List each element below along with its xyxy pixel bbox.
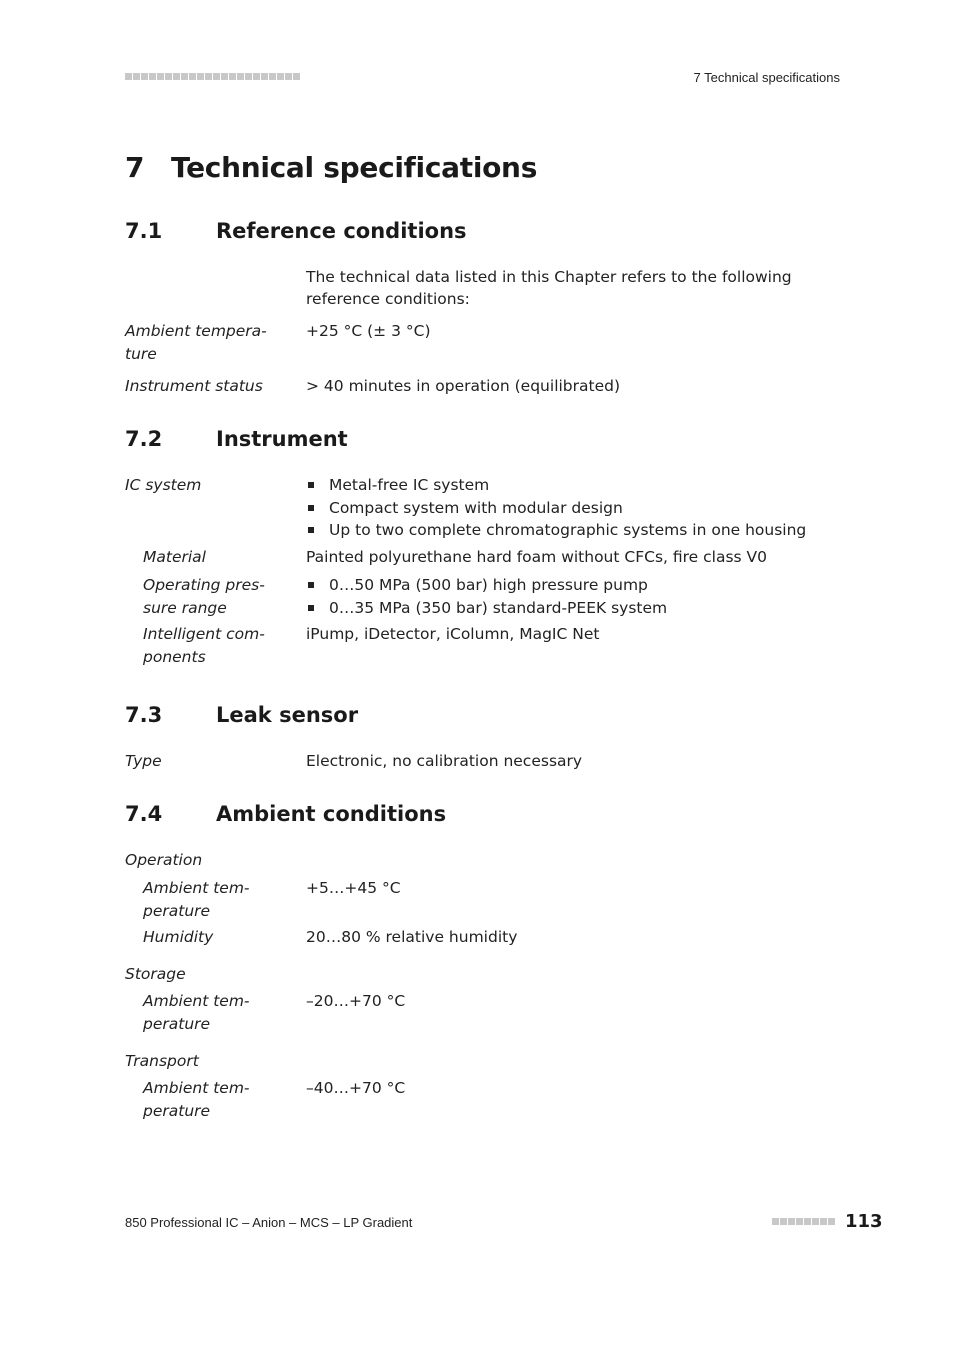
section-title: Leak sensor bbox=[216, 703, 359, 727]
label-operating-pressure: Operating pres- sure range bbox=[143, 576, 265, 617]
label-type: Type bbox=[125, 752, 162, 770]
decoration-square bbox=[149, 73, 156, 80]
section-number: 7.1 bbox=[125, 219, 163, 243]
decoration-square bbox=[181, 73, 188, 80]
decoration-square bbox=[165, 73, 172, 80]
footer-decoration bbox=[772, 1218, 835, 1225]
decoration-square bbox=[173, 73, 180, 80]
section-title: Instrument bbox=[216, 427, 348, 451]
value-type: Electronic, no calibration necessary bbox=[306, 752, 583, 770]
decoration-square bbox=[772, 1218, 779, 1225]
page-number: 113 bbox=[845, 1211, 883, 1232]
label-ic-system: IC system bbox=[125, 476, 202, 494]
chapter-title bbox=[125, 151, 537, 184]
decoration-square bbox=[796, 1218, 803, 1225]
section-number: 7.4 bbox=[125, 802, 163, 826]
section-heading-7-2 bbox=[125, 427, 348, 451]
decoration-square bbox=[804, 1218, 811, 1225]
decoration-square bbox=[828, 1218, 835, 1225]
label-material: Material bbox=[143, 548, 206, 566]
label-humidity: Humidity bbox=[143, 928, 214, 946]
decoration-square bbox=[133, 73, 140, 80]
label-operation: Operation bbox=[125, 851, 203, 869]
label-instrument-status: Instrument status bbox=[125, 377, 263, 395]
list-item: Metal-free IC system bbox=[306, 474, 846, 497]
footer-product: 850 Professional IC – Anion – MCS – LP Gradient bbox=[125, 1215, 413, 1230]
list-item: 0…50 MPa (500 bar) high pressure pump bbox=[306, 574, 846, 597]
label-tr-ambient-temperature: Ambient tem- perature bbox=[143, 1079, 250, 1120]
value-intelligent-components: iPump, iDetector, iColumn, MagIC Net bbox=[306, 625, 600, 643]
value-instrument-status: > 40 minutes in operation (equilibrated) bbox=[306, 377, 621, 395]
decoration-square bbox=[157, 73, 164, 80]
pressure-list bbox=[306, 574, 846, 619]
section-heading-7-1 bbox=[125, 219, 467, 243]
decoration-square bbox=[221, 73, 228, 80]
decoration-square bbox=[780, 1218, 787, 1225]
decoration-square bbox=[788, 1218, 795, 1225]
decoration-square bbox=[141, 73, 148, 80]
decoration-square bbox=[261, 73, 268, 80]
ic-system-list bbox=[306, 474, 846, 542]
label-ambient-temperature: Ambient tempera- ture bbox=[125, 322, 267, 363]
chapter-number: 7 bbox=[125, 151, 145, 184]
list-item: 0…35 MPa (350 bar) standard-PEEK system bbox=[306, 597, 846, 620]
value-ambient-temperature: +25 °C (± 3 °C) bbox=[306, 322, 431, 340]
reference-intro: The technical data listed in this Chapter refers to the following reference conditions: bbox=[306, 268, 792, 308]
decoration-square bbox=[125, 73, 132, 80]
label-st-ambient-temperature: Ambient tem- perature bbox=[143, 992, 250, 1033]
value-op-ambient-temperature: +5…+45 °C bbox=[306, 879, 401, 897]
decoration-square bbox=[277, 73, 284, 80]
section-number: 7.3 bbox=[125, 703, 163, 727]
value-st-ambient-temperature: –20…+70 °C bbox=[306, 992, 406, 1010]
section-title: Reference conditions bbox=[216, 219, 467, 243]
decoration-square bbox=[205, 73, 212, 80]
decoration-square bbox=[253, 73, 260, 80]
decoration-square bbox=[213, 73, 220, 80]
decoration-square bbox=[229, 73, 236, 80]
label-transport: Transport bbox=[125, 1052, 199, 1070]
decoration-square bbox=[197, 73, 204, 80]
list-item: Up to two complete chromatographic systems in one housing bbox=[306, 519, 846, 542]
decoration-square bbox=[285, 73, 292, 80]
section-number: 7.2 bbox=[125, 427, 163, 451]
section-heading-7-3 bbox=[125, 703, 358, 727]
label-storage: Storage bbox=[125, 965, 186, 983]
decoration-square bbox=[812, 1218, 819, 1225]
section-heading-7-4 bbox=[125, 802, 446, 826]
decoration-square bbox=[189, 73, 196, 80]
decoration-square bbox=[269, 73, 276, 80]
section-title: Ambient conditions bbox=[216, 802, 447, 826]
value-tr-ambient-temperature: –40…+70 °C bbox=[306, 1079, 406, 1097]
value-humidity: 20…80 % relative humidity bbox=[306, 928, 518, 946]
list-item: Compact system with modular design bbox=[306, 497, 846, 520]
chapter-title-text: Technical specifications bbox=[171, 151, 538, 184]
running-header: 7 Technical specifications bbox=[693, 70, 840, 85]
decoration-square bbox=[245, 73, 252, 80]
decoration-square bbox=[237, 73, 244, 80]
decoration-square bbox=[820, 1218, 827, 1225]
value-material: Painted polyurethane hard foam without CFCs, fire class V0 bbox=[306, 548, 768, 566]
label-intelligent-components: Intelligent com- ponents bbox=[143, 625, 265, 666]
decoration-square bbox=[293, 73, 300, 80]
label-op-ambient-temperature: Ambient tem- perature bbox=[143, 879, 250, 920]
header-decoration bbox=[125, 73, 300, 80]
